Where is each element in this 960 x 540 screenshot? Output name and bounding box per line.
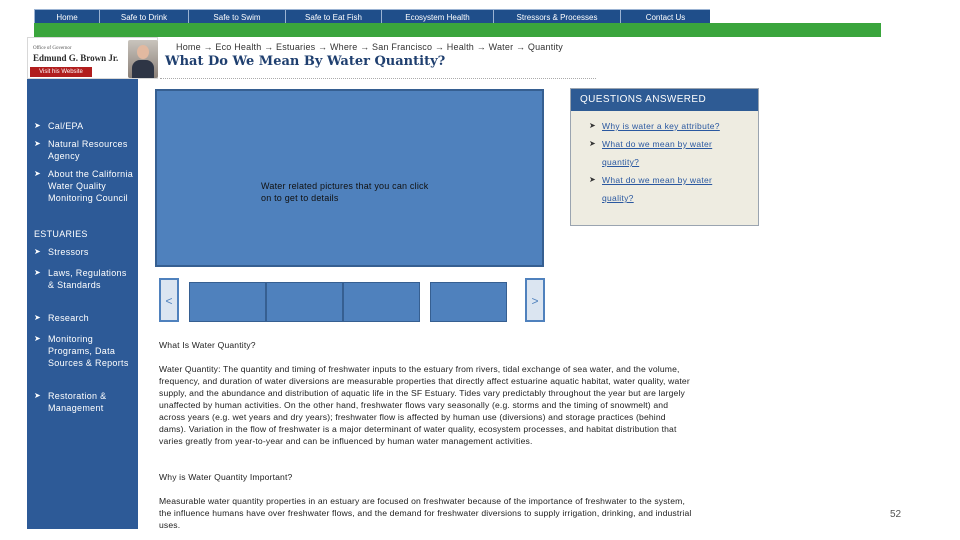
arrow-icon: ➤ bbox=[34, 334, 42, 343]
breadcrumb[interactable]: Home → Eco Health → Estuaries → Where → San Francisco → Health → Water → Quantity bbox=[176, 42, 563, 52]
content-heading-importance: Why is Water Quantity Important? bbox=[159, 472, 293, 482]
thumbnail-1[interactable] bbox=[189, 282, 266, 322]
question-label: Why is water a key attribute? bbox=[602, 121, 720, 131]
question-link-water-quality[interactable] bbox=[589, 171, 741, 207]
sidebar-item-label: Stressors bbox=[48, 247, 89, 257]
page-title: What Do We Mean By Water Quantity? bbox=[165, 54, 446, 69]
sidebar-item-laws[interactable] bbox=[34, 267, 134, 291]
sidebar-item-label: Cal/EPA bbox=[48, 121, 84, 131]
sidebar-item-label: Research bbox=[48, 313, 89, 323]
sidebar-item-label: Monitoring Programs, Data Sources & Reports bbox=[48, 334, 129, 368]
arrow-icon: ➤ bbox=[589, 121, 597, 130]
tab-home[interactable]: Home bbox=[34, 9, 99, 25]
question-label: What do we mean by water quality? bbox=[602, 175, 713, 203]
arrow-icon: ➤ bbox=[34, 121, 42, 130]
questions-answered-box bbox=[570, 88, 759, 226]
title-divider bbox=[160, 78, 596, 79]
tab-stressors-processes[interactable]: Stressors & Processes bbox=[493, 9, 620, 25]
content-paragraph-definition: Water Quantity: The quantity and timing of freshwater inputs to the estuary from rivers, tidal exchange of sea water, and the volume, frequency, and duration of water diversions are measurable properties that directly affect estuarine aquatic habitat, water quality, water supply, and the abundance and distribution of aquatic life in the SF Estuary. Tides vary predictably throughout the year but are largely unaffected by human activities. On the other hand, freshwater flows vary seasonally (e.g. storms and the timing of snowmelt) and across years (e.g. wet years and dry years); freshwater flow is affected by human use (diversions) and storage practices (behind dams). Variation in the flow of freshwater is a major determinant of water quality, ecosystem processes, and habitat distribution that varies greatly from year-to-year and can be influenced by human water management activities. bbox=[159, 364, 690, 446]
questions-heading: QUESTIONS ANSWERED bbox=[571, 89, 758, 111]
arrow-icon: ➤ bbox=[34, 391, 42, 400]
sidebar-item-label: Laws, Regulations & Standards bbox=[48, 268, 127, 290]
sidebar-item-monitoring[interactable] bbox=[34, 333, 134, 369]
arrow-icon: ➤ bbox=[34, 313, 42, 322]
thumbnail-4[interactable] bbox=[430, 282, 507, 322]
question-label: What do we mean by water quantity? bbox=[602, 139, 713, 167]
arrow-icon: ➤ bbox=[34, 268, 42, 277]
sidebar-item-about-council[interactable] bbox=[34, 168, 134, 204]
picture-panel[interactable] bbox=[155, 89, 544, 267]
tab-safe-to-swim[interactable]: Safe to Swim bbox=[188, 9, 285, 25]
green-accent-bar bbox=[34, 23, 881, 37]
arrow-icon: ➤ bbox=[589, 175, 597, 184]
sidebar-item-label: Restoration & Management bbox=[48, 391, 107, 413]
sidebar-item-research[interactable] bbox=[34, 312, 134, 324]
arrow-icon: ➤ bbox=[34, 247, 42, 256]
governor-portrait bbox=[128, 40, 158, 78]
next-button[interactable]: > bbox=[525, 278, 545, 322]
sidebar-item-stressors[interactable] bbox=[34, 246, 134, 258]
picture-caption: Water related pictures that you can click on to get to details bbox=[261, 181, 429, 203]
arrow-icon: ➤ bbox=[34, 169, 42, 178]
question-link-key-attribute[interactable] bbox=[589, 117, 741, 135]
sidebar-item-restoration[interactable] bbox=[34, 390, 134, 414]
question-link-water-quantity[interactable] bbox=[589, 135, 741, 171]
estuaries-heading: ESTUARIES bbox=[34, 229, 88, 239]
governor-name: Edmund G. Brown Jr. bbox=[33, 53, 119, 63]
slide-number: 52 bbox=[890, 509, 902, 520]
governor-banner[interactable] bbox=[27, 37, 158, 79]
content-heading-what-is: What Is Water Quantity? bbox=[159, 340, 256, 350]
thumbnail-3[interactable] bbox=[343, 282, 420, 322]
sidebar-item-label: About the California Water Quality Monitoring Council bbox=[48, 169, 134, 203]
sidebar-item-natural-resources[interactable] bbox=[34, 138, 134, 162]
prev-button[interactable]: < bbox=[159, 278, 179, 322]
tab-safe-to-drink[interactable]: Safe to Drink bbox=[99, 9, 188, 25]
sidebar-item-label: Natural Resources Agency bbox=[48, 139, 128, 161]
thumbnail-2[interactable] bbox=[266, 282, 343, 322]
tab-safe-to-eat-fish[interactable]: Safe to Eat Fish bbox=[285, 9, 381, 25]
governor-office-label: Office of Governor bbox=[33, 46, 72, 51]
sidebar-item-calepa[interactable] bbox=[34, 120, 134, 132]
arrow-icon: ➤ bbox=[34, 139, 42, 148]
arrow-icon: ➤ bbox=[589, 139, 597, 148]
visit-website-link[interactable]: Visit his Website bbox=[30, 67, 92, 77]
tab-contact-us[interactable]: Contact Us bbox=[620, 9, 710, 25]
tab-ecosystem-health[interactable]: Ecosystem Health bbox=[381, 9, 493, 25]
content-paragraph-importance: Measurable water quantity properties in an estuary are focused on freshwater because of the importance of freshwater to the system, the influence humans have over freshwater flows, and the demand for freshwater diversions to supply irrigation, drinking, and industrial uses. bbox=[159, 496, 692, 530]
